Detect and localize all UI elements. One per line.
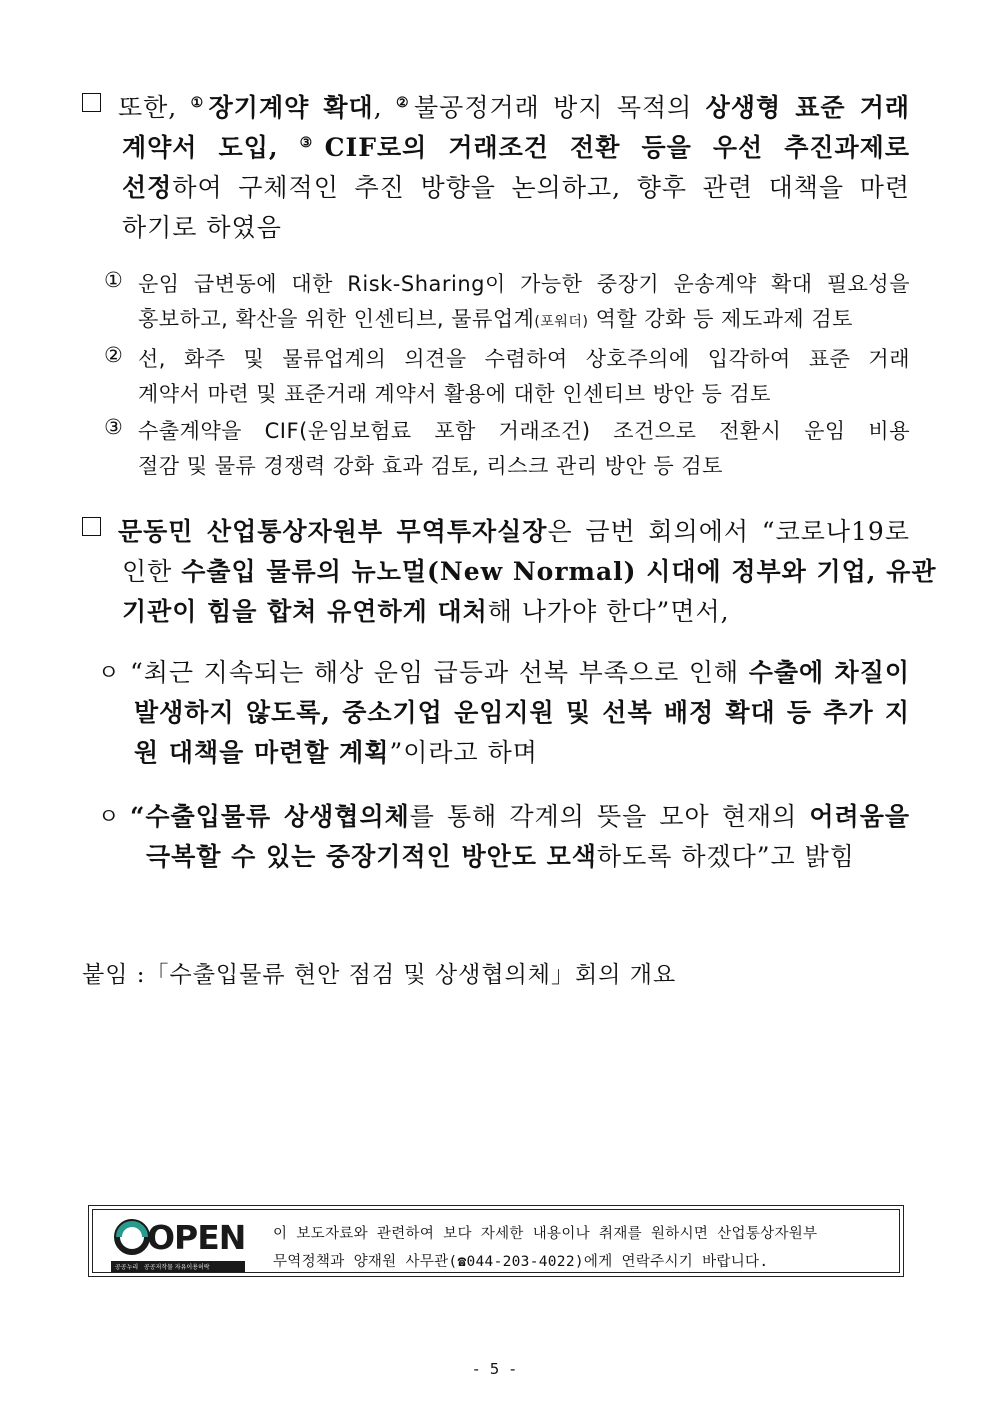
- contact-line-2: 무역정책과 양재원 사무관(☎044-203-4022)에게 연락주시기 바랍니다.: [273, 1254, 769, 1270]
- para1-line2: 계약서 도입, ③CIF로의 거래조건 전환 등을 우선 추진과제로: [122, 133, 910, 162]
- note-1-line2: 홍보하고, 확산을 위한 인센티브, 물류업계(포워더) 역할 강화 등 제도과제 검토: [138, 307, 853, 331]
- bullet1-line3: 원 대책을 마련할 계획”이라고 하며: [134, 738, 538, 767]
- square-bullet: [82, 88, 101, 117]
- note-3-line2: 절감 및 물류 경쟁력 강화 효과 검토, 리스크 관리 방안 등 검토: [138, 454, 723, 478]
- note-3-line1: 수출계약을 CIF(운임보험료 포함 거래조건) 조건으로 전환시 운임 비용: [138, 419, 910, 443]
- note-3-marker: ③: [104, 415, 124, 439]
- kogl-open-logo: [111, 1216, 245, 1272]
- contact-line-1: 이 보도자료와 관련하여 보다 자세한 내용이나 취재를 원하시면 산업통상자원부: [273, 1226, 818, 1242]
- logo-text: OPEN: [147, 1218, 246, 1257]
- para1-line3: 선정하여 구체적인 추진 방향을 논의하고, 향후 관련 대책을 마련: [122, 173, 910, 202]
- contact-text: [273, 1220, 817, 1276]
- note-2-line2: 계약서 마련 및 표준거래 계약서 활용에 대한 인센티브 방안 등 검토: [138, 382, 771, 406]
- para1-line4: 하기로 하였음: [122, 213, 282, 242]
- bullet2-line1: “수출입물류 상생협의체를 통해 각계의 뜻을 모아 현재의 어려움을: [130, 802, 910, 831]
- para2-line3: 기관이 힘을 합쳐 유연하게 대처해 나가야 한다”면서,: [122, 597, 730, 626]
- square-bullet: [82, 512, 101, 541]
- note-2-line1: 선, 화주 및 물류업계의 의견을 수렴하여 상호주의에 입각하여 표준 거래: [138, 347, 910, 371]
- circle-bullet: ㅇ: [98, 805, 120, 830]
- note-1-marker: ①: [104, 268, 124, 292]
- bullet1-line1: “최근 지속되는 해상 운임 급등과 선복 부족으로 인해 수출에 차질이: [130, 658, 910, 687]
- para2-line2: 인한 수출입 물류의 뉴노멀(New Normal) 시대에 정부와 기업, 유관: [122, 557, 937, 586]
- bullet1-line2: 발생하지 않도록, 중소기업 운임지원 및 선복 배정 확대 등 추가 지: [134, 698, 910, 727]
- page-number: - 5 -: [473, 1360, 519, 1378]
- para2-line1: 문동민 산업통상자원부 무역투자실장은 금번 회의에서 “코로나19로: [118, 517, 910, 546]
- circle-bullet: ㅇ: [98, 661, 120, 686]
- note-1-line1: 운임 급변동에 대한 Risk-Sharing이 가능한 중장기 운송계약 확대 필요성을: [138, 272, 910, 296]
- contact-box-inner: [92, 1209, 900, 1273]
- logo-subtext: 공공누리 공공저작물 자유이용허락: [115, 1264, 210, 1271]
- para1-line1: 또한, ①장기계약 확대, ②불공정거래 방지 목적의 상생형 표준 거래: [118, 93, 910, 122]
- bullet2-line2: 극복할 수 있는 중장기적인 방안도 모색하도록 하겠다”고 밝힘: [146, 842, 855, 871]
- attachment-line: 붙임 :「수출입물류 현안 점검 및 상생협의체」회의 개요: [82, 962, 677, 988]
- contact-box: [88, 1205, 904, 1277]
- note-2-marker: ②: [104, 343, 124, 367]
